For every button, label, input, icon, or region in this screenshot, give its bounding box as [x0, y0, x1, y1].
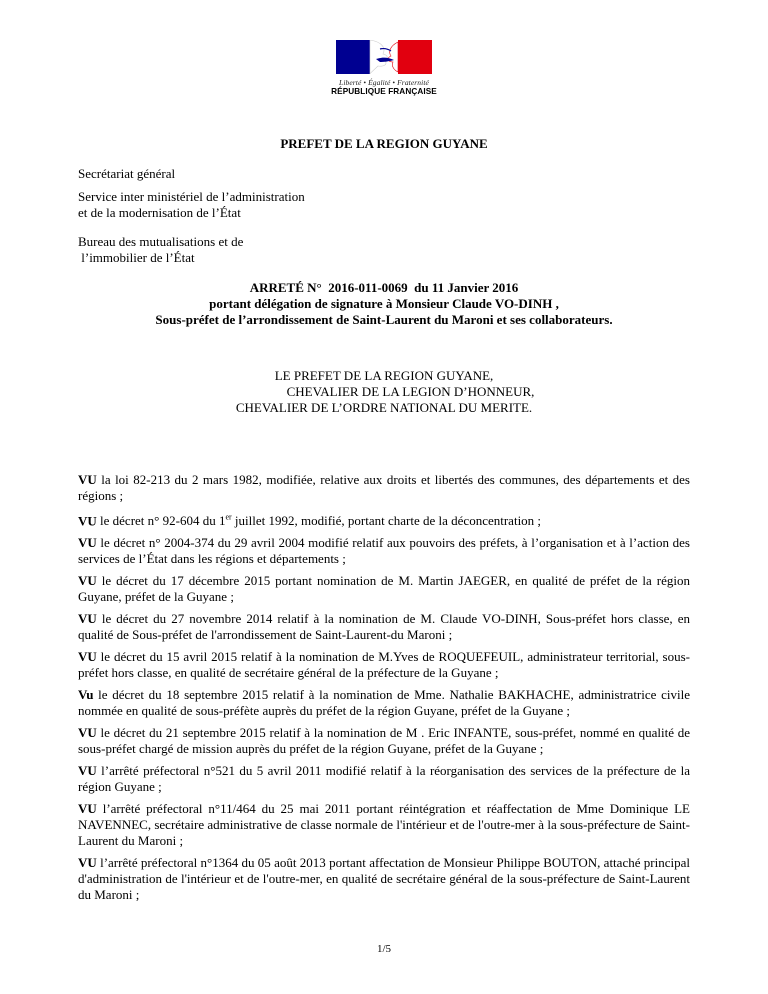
vu-item [78, 649, 690, 681]
vu-keyword: VU [78, 801, 97, 817]
vu-text: l’arrêté préfectoral n°11/464 du 25 mai 2011 portant réintégration et réaffectation de Mme Dominique LE NAVENNEC, secrétaire administrative de classe normale de l'intérieur et de l'outre-mer à la sous-préfecture de Saint-Laurent du Maroni ; [78, 801, 690, 849]
title-line: LE PREFET DE LA REGION GUYANE, [274, 368, 494, 383]
arrete-number: ARRETÉ N° 2016-011-0069 du 11 Janvier 2016 [249, 280, 519, 295]
vu-keyword: VU [78, 763, 97, 779]
service-line: l’immobilier de l’État [78, 250, 195, 265]
vu-keyword: VU [78, 725, 97, 741]
vu-text: le décret du 21 septembre 2015 relatif à la nomination de M . Eric INFANTE, sous-préfet, nommé en qualité de sous-préfet chargé de mission auprès du préfet de la région Guyane, préfet de la Guyane ; [78, 725, 690, 757]
service-line: Service inter ministériel de l’administration [78, 189, 305, 204]
vu-item [78, 801, 690, 849]
vu-text: le décret n° 92-604 du 1er juillet 1992, modifié, portant charte de la déconcentration ; [96, 513, 542, 529]
marianne-emblem-icon [336, 40, 432, 78]
vu-keyword: Vu [78, 687, 94, 703]
vu-list [78, 472, 690, 909]
service-block-bureau [78, 234, 243, 266]
vu-keyword: VU [78, 611, 97, 627]
vu-text: l’arrêté préfectoral n°521 du 5 avril 2011 modifié relatif à la réorganisation des services de la préfecture de la région Guyane ; [78, 763, 690, 795]
service-line: et de la modernisation de l’État [78, 205, 241, 220]
vu-text: le décret n° 2004-374 du 29 avril 2004 modifié relatif aux pouvoirs des préfets, à l’organisation et à l’action des services de l’État dans les régions et départements ; [78, 535, 690, 567]
vu-item [78, 855, 690, 903]
title-line: CHEVALIER DE L’ORDRE NATIONAL DU MERITE. [235, 400, 533, 415]
marianne-logo [324, 40, 444, 106]
vu-text: le décret du 15 avril 2015 relatif à la nomination de M.Yves de ROQUEFEUIL, administrateur territorial, sous-préfet hors classe, en qualité de secrétaire général de la préfecture de la Guyane ; [78, 649, 690, 681]
logo-republic: RÉPUBLIQUE FRANÇAISE [331, 87, 437, 96]
arrete-subject: Sous-préfet de l’arrondissement de Saint-Laurent du Maroni et ses collaborateurs. [155, 312, 613, 327]
arrete-heading [0, 280, 768, 328]
prefet-title: PREFET DE LA REGION GUYANE [280, 136, 488, 151]
service-block-sgami [78, 189, 305, 221]
vu-text: le décret du 18 septembre 2015 relatif à la nomination de Mme. Nathalie BAKHACHE, administratrice civile nommée en qualité de sous-préfète auprès du préfet de la région Guyane, préfet de la Guyane ; [78, 687, 690, 719]
service-block-secretariat [78, 166, 175, 182]
vu-keyword: VU [78, 513, 97, 529]
service-line: Secrétariat général [78, 166, 176, 181]
vu-keyword: VU [78, 472, 97, 487]
vu-item [78, 573, 690, 605]
vu-item [78, 472, 690, 504]
vu-item [78, 535, 690, 567]
vu-keyword: VU [78, 573, 97, 589]
title-line: CHEVALIER DE LA LEGION D’HONNEUR, [286, 384, 535, 399]
vu-item [78, 510, 690, 529]
vu-text: l’arrêté préfectoral n°1364 du 05 août 2013 portant affectation de Monsieur Philippe BOUTON, attaché principal d'administration de l'intérieur et de l'outre-mer, en qualité de secrétaire général de la sous-préfecture de Saint-Laurent du Maroni ; [78, 855, 690, 903]
vu-keyword: VU [78, 649, 97, 665]
vu-keyword: VU [78, 535, 97, 551]
page-number: 1/5 [376, 943, 392, 955]
vu-item [78, 725, 690, 757]
arrete-object: portant délégation de signature à Monsieur Claude VO-DINH , [209, 296, 559, 311]
vu-text: le décret du 17 décembre 2015 portant nomination de M. Martin JAEGER, en qualité de préfet de la région Guyane, préfet de la Guyane ; [78, 573, 690, 605]
vu-keyword: VU [78, 855, 97, 871]
prefet-titles [0, 368, 768, 416]
vu-item [78, 687, 690, 719]
vu-item [78, 611, 690, 643]
service-line: Bureau des mutualisations et de [78, 234, 244, 249]
vu-text: la loi 82-213 du 2 mars 1982, modifiée, relative aux droits et libertés des communes, des départements et des régions ; [78, 472, 690, 503]
vu-item [78, 763, 690, 795]
vu-text: le décret du 27 novembre 2014 relatif à la nomination de M. Claude VO-DINH, Sous-préfet hors classe, en qualité de Sous-préfet de l'arrondissement de Saint-Laurent-du Maroni ; [78, 611, 690, 643]
logo-motto: Liberté • Égalité • Fraternité [339, 78, 429, 87]
